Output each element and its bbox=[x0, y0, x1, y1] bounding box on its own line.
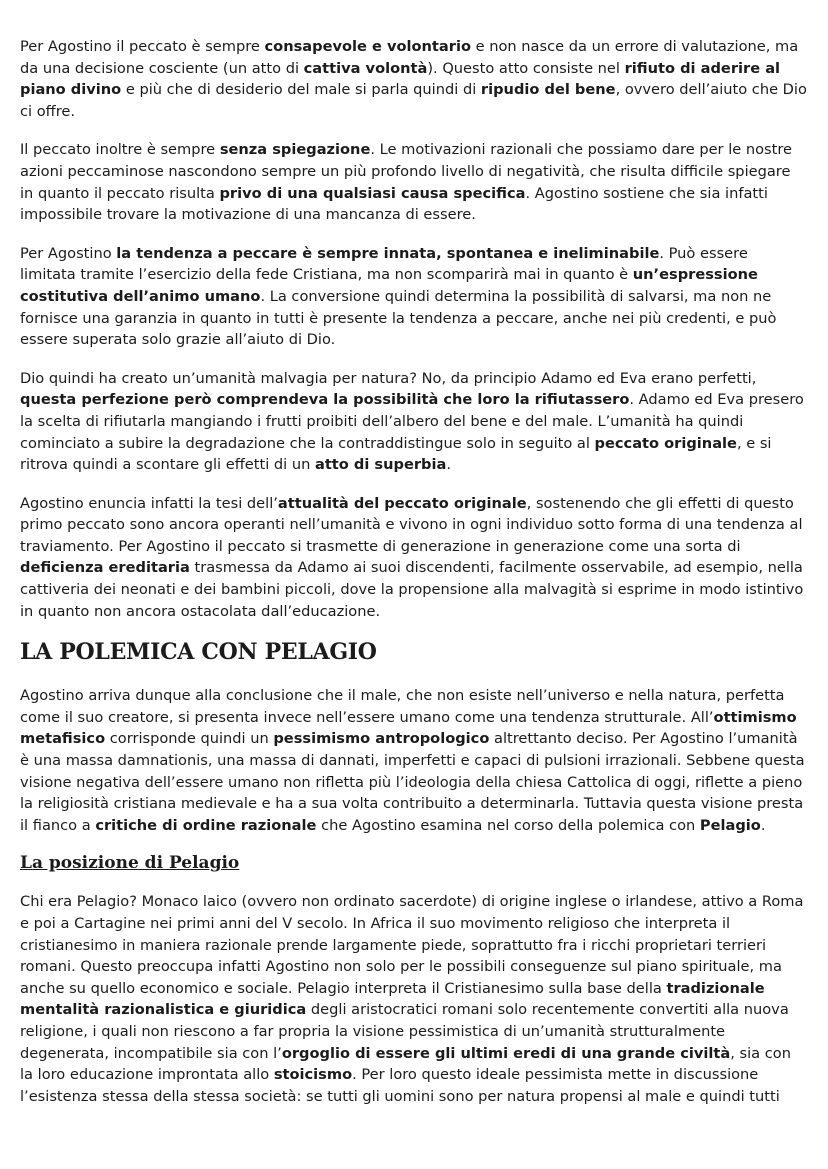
intro-paragraphs bbox=[20, 36, 808, 622]
text-span: . Può essere limitata tramite l’esercizio della fede Cristiana, ma non scomparirà mai in quanto è bbox=[20, 244, 748, 284]
bold-text: ripudio del bene bbox=[480, 81, 616, 99]
text-span: . bbox=[760, 816, 766, 834]
text-span: Per Agostino bbox=[20, 244, 117, 262]
bold-text: cattiva volontà bbox=[303, 59, 428, 77]
text-span: Agostino enuncia infatti la tesi dell’ bbox=[20, 494, 278, 512]
bold-text: Pelagio bbox=[699, 816, 761, 834]
text-span: , sia con la loro educazione improntata allo bbox=[20, 1044, 791, 1084]
text-span: e non nasce da un errore di valutazione, ma da una decisione cosciente (un atto di bbox=[20, 38, 799, 77]
section-heading: LA POLEMICA CON PELAGIO bbox=[20, 639, 377, 666]
bold-text: questa perfezione però comprendeva la possibilità che loro la rifiutassero bbox=[20, 391, 630, 409]
text-span: degli aristocratici romani solo recentemente convertiti alla nuova religione, i quali non riescono a far propria la visione pessimistica di un’umanità strutturalmente degenerata, incompatibile sia con l’ bbox=[20, 1001, 789, 1062]
paragraph bbox=[20, 139, 808, 225]
text-span: . La conversione quindi determina la possibilità di salvarsi, ma non ne fornisce una garanzia in quanto in tutti è presente la tendenza a peccare, anche nei più credenti, e può essere superata solo grazie all’aiuto di Dio. bbox=[20, 287, 777, 349]
bold-text: stoicismo bbox=[273, 1066, 353, 1084]
text-span: Per Agostino il peccato è sempre bbox=[20, 38, 265, 55]
paragraph bbox=[20, 685, 808, 836]
paragraph bbox=[20, 891, 808, 1107]
text-span: e più che di desiderio del male si parla quindi di bbox=[121, 81, 481, 99]
text-span: . Agostino sostiene che sia infatti impossibile trovare la motivazione di una mancanza di essere. bbox=[20, 184, 768, 224]
bold-text: privo di una qualsiasi causa specifica bbox=[219, 184, 526, 202]
text-span: Chi era Pelagio? Monaco laico (ovvero non ordinato sacerdote) di origine inglese o irlandese, attivo a Roma e poi a Cartagine nei primi anni del V secolo. In Africa il suo movimento religioso che interpreta il cristianesimo in maniera razionale prende largamente piede, soprattutto fra i ricchi proprietari terrieri romani. Questo preoccupa infatti Agostino non solo per le possibili conseguenze sul piano spirituale, ma anche su quello economico e sociale. Pelagio interpreta il Cristianesimo sulla base della bbox=[20, 893, 804, 997]
paragraph bbox=[20, 36, 808, 122]
text-span: Dio quindi ha creato un’umanità malvagia per natura? No, da principio Adamo ed Eva erano perfetti, bbox=[20, 369, 757, 387]
text-span: . Per loro questo ideale pessimista mette in discussione l’esistenza stessa della stessa società: se tutti gli uomini sono per natura propensi al male e quindi tutti bbox=[20, 1066, 780, 1105]
bold-text: critiche di ordine razionale bbox=[95, 816, 317, 834]
paragraph bbox=[20, 493, 808, 623]
text-span: , e si ritrova quindi a scontare gli effetti di un bbox=[20, 434, 772, 474]
text-span: ). Questo atto consiste nel bbox=[427, 59, 625, 77]
paragraph bbox=[20, 243, 808, 351]
bold-text: consapevole e volontario bbox=[264, 38, 471, 55]
text-span: . Le motivazioni razionali che possiamo dare per le nostre azioni peccaminose nascondono sempre un più profondo livello di negatività, che risulta difficile spiegare in quanto il peccato risulta bbox=[20, 141, 793, 202]
bold-text: senza spiegazione bbox=[219, 141, 371, 159]
text-span: . Adamo ed Eva presero la scelta di rifiutarla mangiando i frutti proibiti dell’albero del bene e del male. L’umanità ha quindi cominciato a subire la degradazione che la contraddistingue solo in seguito al bbox=[20, 391, 804, 452]
text-span: corrisponde quindi un bbox=[105, 730, 274, 748]
text-span: Il peccato inoltre è sempre bbox=[20, 141, 220, 159]
sub-paragraphs bbox=[20, 891, 808, 1107]
paragraph bbox=[20, 368, 808, 476]
bold-text: un’espressione costitutiva dell’animo umano bbox=[20, 266, 758, 305]
bold-text: tradizionale mentalità razionalistica e giuridica bbox=[20, 979, 765, 1019]
bold-text: deficienza ereditaria bbox=[20, 559, 190, 577]
text-span: , sostenendo che gli effetti di questo primo peccato sono ancora operanti nell’umanità e vivono in ogni individuo sotto forma di una tendenza al traviamento. Per Agostino il peccato si trasmette di generazione in generazione come una sorta di bbox=[20, 494, 803, 555]
text-span: trasmessa da Adamo ai suoi discendenti, facilmente osservabile, ad esempio, nella cattiveria dei neonati e dei bambini piccoli, dove la propensione alla malvagità si esprime in modo istintivo in quanto non ancora ostacolata dall’educazione. bbox=[20, 559, 804, 620]
bold-text: la tendenza a peccare è sempre innata, spontanea e ineliminabile bbox=[116, 244, 660, 262]
text-span: altrettanto deciso. Per Agostino l’umanità è una massa damnationis, una massa di dannati, imperfetti e capaci di pulsioni irrazionali. Sebbene questa visione negativa dell’essere umano non rifletta più l’ideologia della chiesa Cattolica di oggi, riflette a pieno la religiosità cristiana medievale e ha a sua volta contribuito a determinarla. Tuttavia questa visione presta il fianco a bbox=[20, 730, 805, 834]
bold-text: ottimismo metafisico bbox=[20, 708, 797, 748]
text-span: che Agostino esamina nel corso della polemica con bbox=[316, 816, 700, 834]
text-span: . bbox=[446, 456, 451, 474]
bold-text: rifiuto di aderire al piano divino bbox=[20, 59, 781, 99]
bold-text: peccato originale bbox=[594, 434, 737, 452]
text-span: , ovvero dell’aiuto che Dio ci offre. bbox=[20, 81, 807, 120]
bold-text: atto di superbia bbox=[314, 456, 447, 474]
bold-text: attualità del peccato originale bbox=[277, 494, 527, 512]
bold-text: orgoglio di essere gli ultimi eredi di una grande civiltà bbox=[281, 1044, 731, 1062]
bold-text: pessimismo antropologico bbox=[273, 730, 490, 748]
subheading: La posizione di Pelagio bbox=[20, 853, 240, 874]
section-paragraphs bbox=[20, 685, 808, 836]
text-span: Agostino arriva dunque alla conclusione che il male, che non esiste nell’universo e nella natura, perfetta come il suo creatore, si presenta invece nell’essere umano come una tendenza strutturale. All’ bbox=[20, 687, 785, 726]
